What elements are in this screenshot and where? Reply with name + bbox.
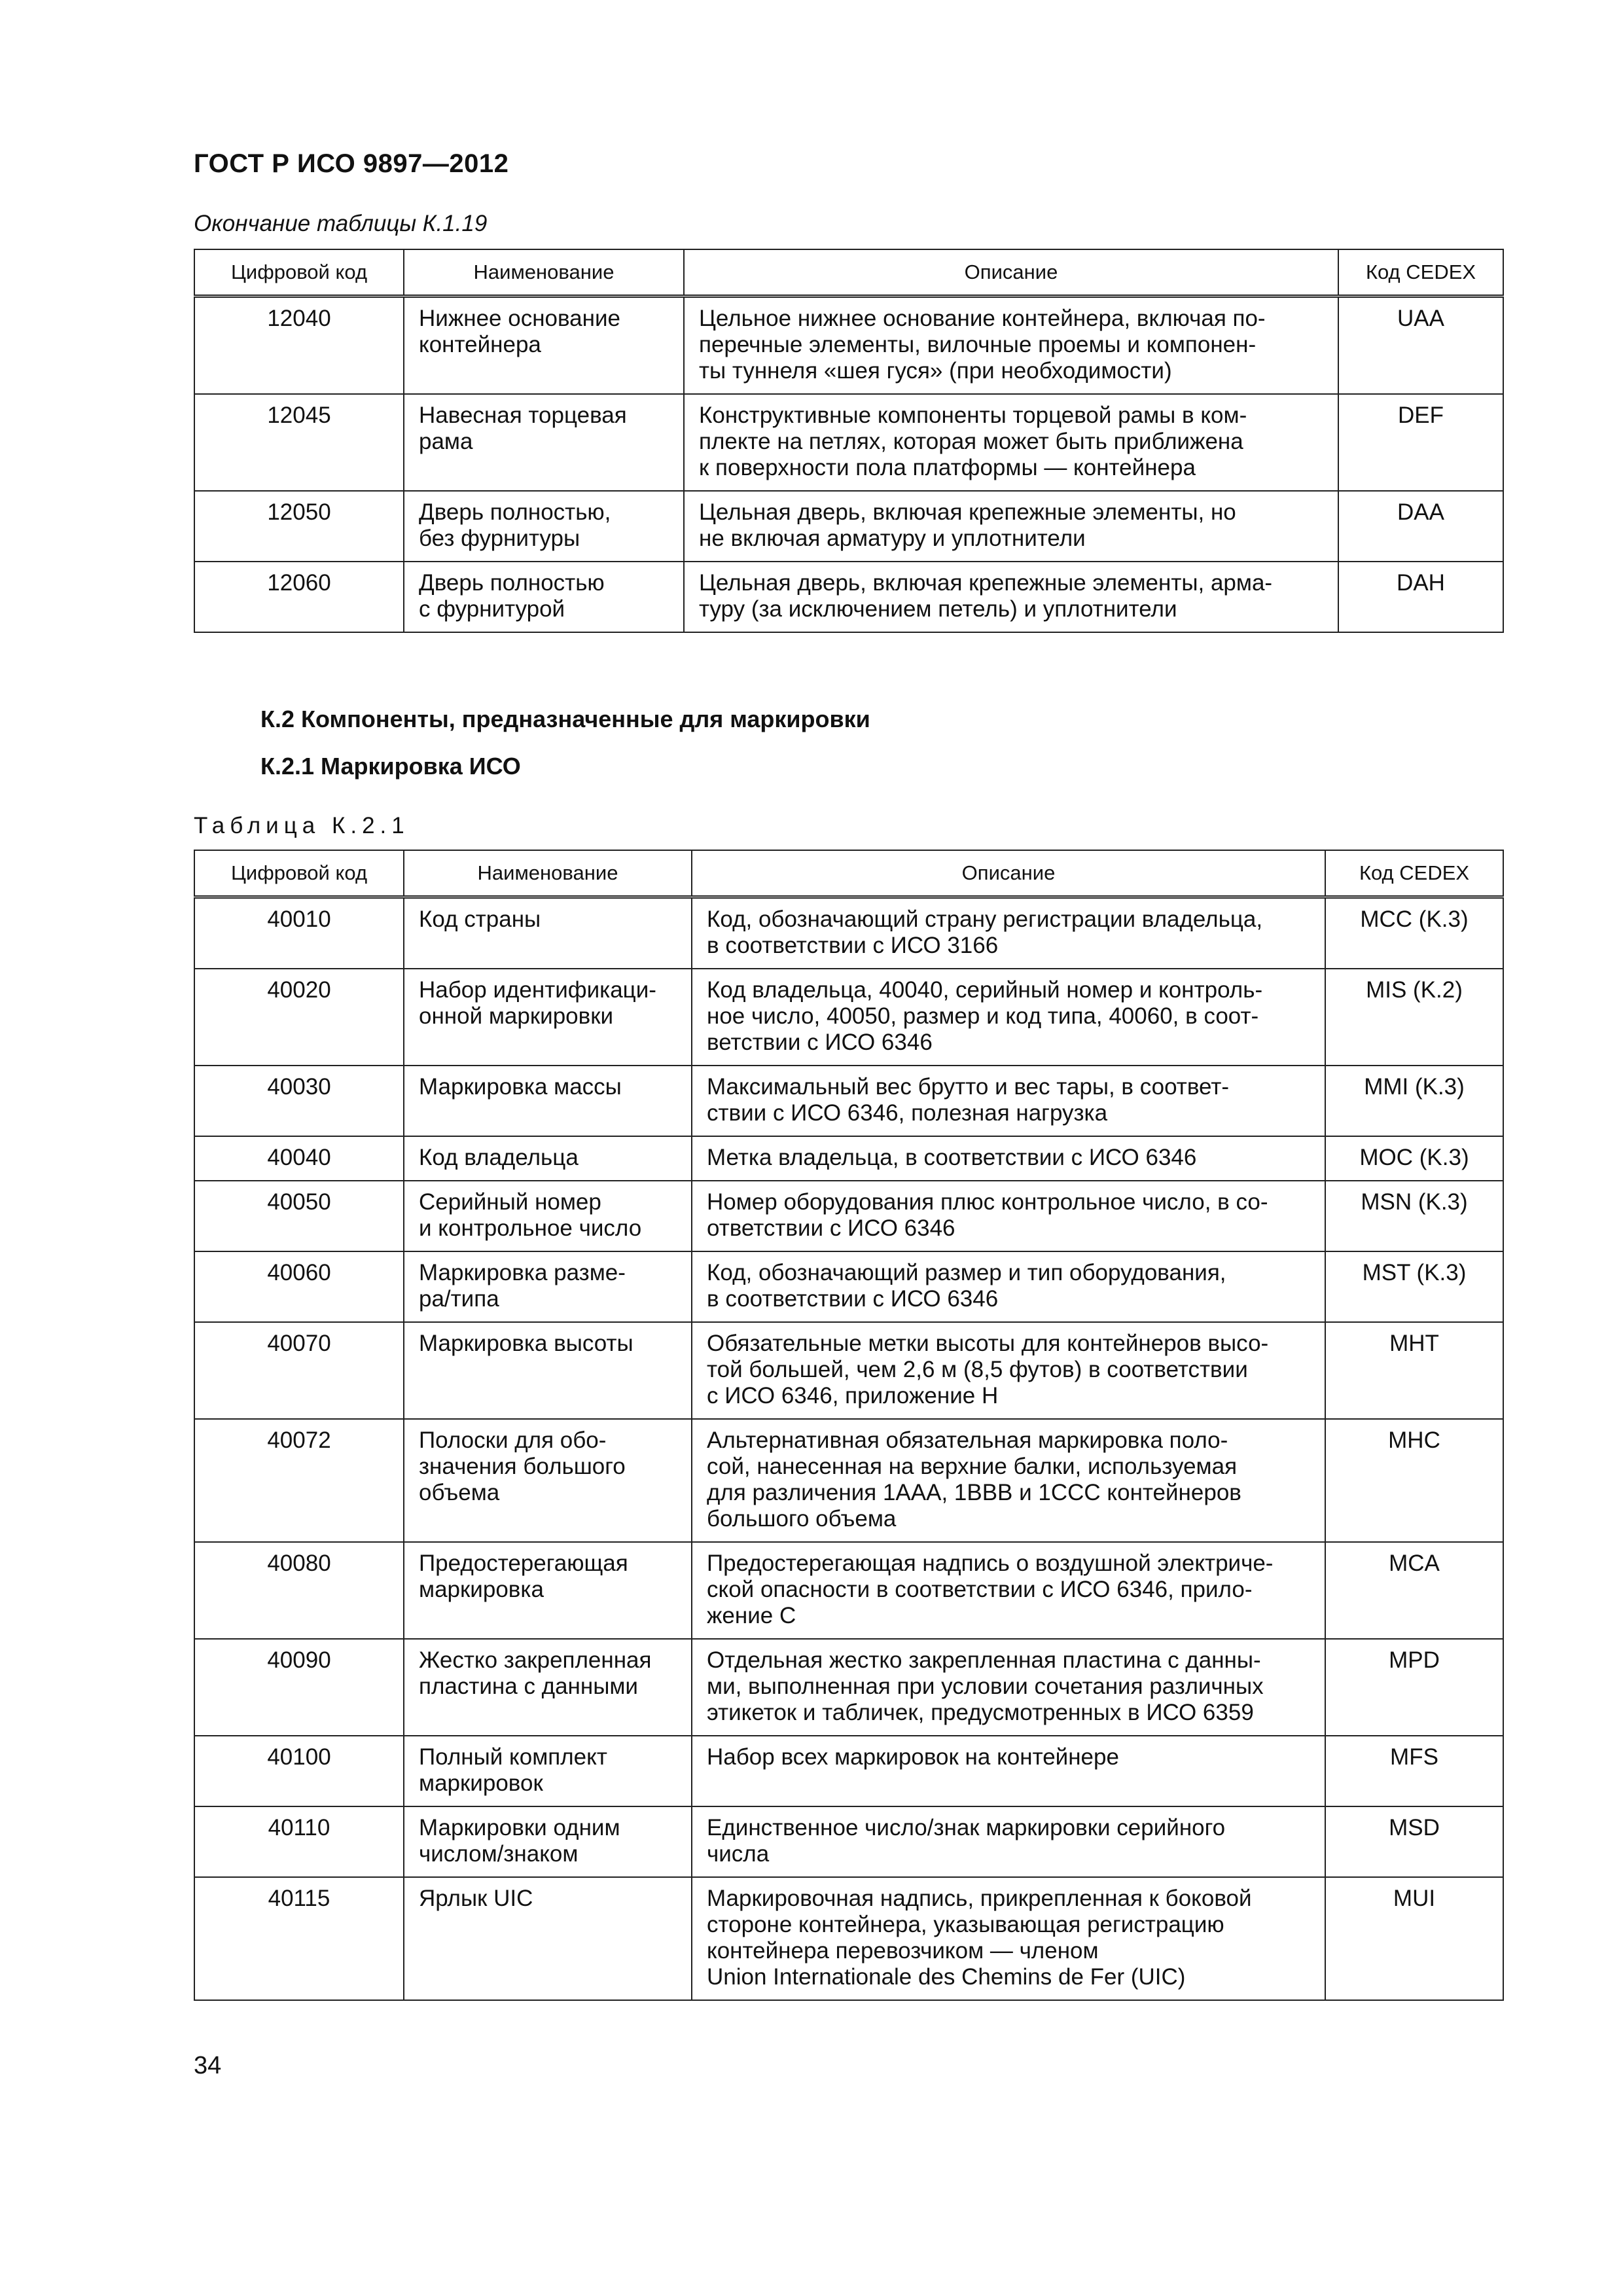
cedex-code-cell: MUI xyxy=(1325,1877,1503,2000)
description-cell xyxy=(684,562,1338,632)
name-cell-line: Ярлык UIC xyxy=(419,1886,533,1911)
description-cell-line: к поверхности пола платформы — контейнера xyxy=(699,455,1196,480)
description-cell-line: числа xyxy=(707,1841,770,1867)
name-cell-line: Маркировка разме- xyxy=(419,1260,626,1285)
digital-code-cell: 40010 xyxy=(194,897,404,969)
name-cell-line: контейнера xyxy=(419,332,541,357)
name-cell-line: Нижнее основание xyxy=(419,306,620,331)
name-cell-line: Код владельца xyxy=(419,1145,579,1170)
name-cell-line: Маркировка высоты xyxy=(419,1331,633,1356)
name-cell-line: маркировок xyxy=(419,1770,543,1796)
column-header-cedex: Код CEDEX xyxy=(1338,249,1503,296)
description-cell xyxy=(692,1181,1325,1251)
name-cell xyxy=(404,562,684,632)
table-row xyxy=(194,1736,1503,1806)
digital-code-cell: 12060 xyxy=(194,562,404,632)
digital-code-cell: 40090 xyxy=(194,1639,404,1736)
digital-code-cell: 40080 xyxy=(194,1542,404,1639)
name-cell xyxy=(404,1877,692,2000)
description-cell-line: Обязательные метки высоты для контейнеров высо- xyxy=(707,1331,1269,1356)
description-cell-line: ты туннеля «шея гуся» (при необходимости) xyxy=(699,358,1172,384)
table-row xyxy=(194,1136,1503,1181)
column-header-description: Описание xyxy=(692,850,1325,897)
digital-code-cell: 40115 xyxy=(194,1877,404,2000)
cedex-code-cell: MHC xyxy=(1325,1419,1503,1542)
name-cell-line: Навесная торцевая xyxy=(419,403,627,428)
column-header-code: Цифровой код xyxy=(194,850,404,897)
name-cell-line: Маркировка массы xyxy=(419,1074,622,1100)
document-header: ГОСТ Р ИСО 9897—2012 xyxy=(194,149,509,178)
description-cell-line: Код владельца, 40040, серийный номер и контроль- xyxy=(707,977,1263,1003)
name-cell xyxy=(404,296,684,395)
name-cell-line: Жестко закрепленная xyxy=(419,1647,652,1673)
name-cell xyxy=(404,1322,692,1419)
description-cell-line: этикеток и табличек, предусмотренных в ИСО 6359 xyxy=(707,1700,1254,1725)
digital-code-cell: 40020 xyxy=(194,969,404,1066)
name-cell-line: Маркировки одним xyxy=(419,1815,620,1840)
cedex-code-cell: MSN (K.3) xyxy=(1325,1181,1503,1251)
cedex-code-cell: DAA xyxy=(1338,491,1503,562)
name-cell-line: ра/типа xyxy=(419,1286,499,1312)
description-cell-line: Маркировочная надпись, прикрепленная к боковой xyxy=(707,1886,1252,1911)
subsection-heading: К.2.1 Маркировка ИСО xyxy=(260,753,521,780)
description-cell-line: Предостерегающая надпись о воздушной электриче- xyxy=(707,1551,1274,1576)
table-row xyxy=(194,897,1503,969)
digital-code-cell: 40040 xyxy=(194,1136,404,1181)
description-cell-line: Цельное нижнее основание контейнера, включая по- xyxy=(699,306,1266,331)
description-cell-line: Набор всех маркировок на контейнере xyxy=(707,1744,1119,1770)
description-cell-line: большого объема xyxy=(707,1506,897,1532)
description-cell-line: Единственное число/знак маркировки серийного xyxy=(707,1815,1226,1840)
table-k-1-19 xyxy=(194,249,1504,633)
description-cell xyxy=(692,1419,1325,1542)
description-cell-line: Union Internationale des Chemins de Fer (UIC) xyxy=(707,1964,1186,1990)
digital-code-cell: 40030 xyxy=(194,1066,404,1136)
table-header-row xyxy=(194,850,1503,897)
name-cell xyxy=(404,1806,692,1877)
digital-code-cell: 40050 xyxy=(194,1181,404,1251)
table-row xyxy=(194,1181,1503,1251)
name-cell-line: рама xyxy=(419,429,473,454)
name-cell xyxy=(404,1736,692,1806)
description-cell-line: в соответствии с ИСО 6346 xyxy=(707,1286,999,1312)
table-row xyxy=(194,1877,1503,2000)
name-cell-line: значения большого xyxy=(419,1454,626,1479)
description-cell-line: для различения 1AAA, 1BBB и 1CCC контейнеров xyxy=(707,1480,1241,1505)
description-cell-line: Отдельная жестко закрепленная пластина с данны- xyxy=(707,1647,1261,1673)
cedex-code-cell: MPD xyxy=(1325,1639,1503,1736)
name-cell xyxy=(404,1066,692,1136)
description-cell-line: ской опасности в соответствии с ИСО 6346, прило- xyxy=(707,1577,1253,1602)
name-cell xyxy=(404,969,692,1066)
digital-code-cell: 40060 xyxy=(194,1251,404,1322)
description-cell-line: Код, обозначающий размер и тип оборудования, xyxy=(707,1260,1226,1285)
description-cell xyxy=(684,296,1338,395)
table-row xyxy=(194,1542,1503,1639)
digital-code-cell: 40110 xyxy=(194,1806,404,1877)
name-cell xyxy=(404,897,692,969)
table-row xyxy=(194,1322,1503,1419)
table-row xyxy=(194,394,1503,491)
description-cell-line: Номер оборудования плюс контрольное число, в со- xyxy=(707,1189,1268,1215)
description-cell-line: ветствии с ИСО 6346 xyxy=(707,1030,933,1055)
cedex-code-cell: MOC (K.3) xyxy=(1325,1136,1503,1181)
description-cell-line: сой, нанесенная на верхние балки, используемая xyxy=(707,1454,1238,1479)
description-cell-line: той большей, чем 2,6 м (8,5 футов) в соответствии xyxy=(707,1357,1248,1382)
description-cell-line: перечные элементы, вилочные проемы и компонен- xyxy=(699,332,1257,357)
table-header-row xyxy=(194,249,1503,296)
name-cell-line: маркировка xyxy=(419,1577,544,1602)
cedex-code-cell: UAA xyxy=(1338,296,1503,395)
name-cell-line: с фурнитурой xyxy=(419,596,565,622)
description-cell-line: Код, обозначающий страну регистрации владельца, xyxy=(707,906,1263,932)
description-cell xyxy=(692,1639,1325,1736)
column-header-name: Наименование xyxy=(404,850,692,897)
description-cell-line: в соответствии с ИСО 3166 xyxy=(707,933,999,958)
name-cell-line: Серийный номер xyxy=(419,1189,601,1215)
name-cell-line: Полоски для обо- xyxy=(419,1427,607,1453)
column-header-code: Цифровой код xyxy=(194,249,404,296)
cedex-code-cell: MCC (K.3) xyxy=(1325,897,1503,969)
description-cell-line: Максимальный вес брутто и вес тары, в соответ- xyxy=(707,1074,1230,1100)
table-row xyxy=(194,1251,1503,1322)
name-cell xyxy=(404,394,684,491)
name-cell xyxy=(404,1136,692,1181)
name-cell-line: числом/знаком xyxy=(419,1841,579,1867)
description-cell-line: с ИСО 6346, приложение Н xyxy=(707,1383,999,1408)
table-row xyxy=(194,562,1503,632)
description-cell-line: ное число, 40050, размер и код типа, 40060, в соот- xyxy=(707,1003,1259,1029)
description-cell xyxy=(692,897,1325,969)
digital-code-cell: 12040 xyxy=(194,296,404,395)
description-cell-line: Конструктивные компоненты торцевой рамы в ком- xyxy=(699,403,1247,428)
name-cell-line: пластина с данными xyxy=(419,1674,638,1699)
description-cell xyxy=(692,1736,1325,1806)
section-heading: К.2 Компоненты, предназначенные для маркировки xyxy=(260,706,870,732)
description-cell-line: жение С xyxy=(707,1603,796,1628)
name-cell-line: Полный комплект xyxy=(419,1744,607,1770)
description-cell-line: ми, выполненная при условии сочетания различных xyxy=(707,1674,1264,1699)
name-cell xyxy=(404,491,684,562)
table-row xyxy=(194,296,1503,395)
digital-code-cell: 40070 xyxy=(194,1322,404,1419)
column-header-cedex: Код CEDEX xyxy=(1325,850,1503,897)
description-cell xyxy=(684,491,1338,562)
description-cell-line: ствии с ИСО 6346, полезная нагрузка xyxy=(707,1100,1108,1126)
description-cell xyxy=(692,1322,1325,1419)
table-row xyxy=(194,491,1503,562)
name-cell-line: без фурнитуры xyxy=(419,526,580,551)
description-cell xyxy=(692,1542,1325,1639)
description-cell-line: не включая арматуру и уплотнители xyxy=(699,526,1086,551)
description-cell-line: Метка владельца, в соответствии с ИСО 6346 xyxy=(707,1145,1197,1170)
description-cell xyxy=(692,1136,1325,1181)
table-row xyxy=(194,1066,1503,1136)
name-cell xyxy=(404,1181,692,1251)
cedex-code-cell: MST (K.3) xyxy=(1325,1251,1503,1322)
name-cell xyxy=(404,1251,692,1322)
table2-caption: Таблица К.2.1 xyxy=(194,813,410,838)
name-cell-line: Дверь полностью, xyxy=(419,499,611,525)
table-row xyxy=(194,1639,1503,1736)
column-header-name: Наименование xyxy=(404,249,684,296)
column-header-description: Описание xyxy=(684,249,1338,296)
digital-code-cell: 12045 xyxy=(194,394,404,491)
name-cell-line: объема xyxy=(419,1480,500,1505)
description-cell-line: Цельная дверь, включая крепежные элементы, арма- xyxy=(699,570,1273,596)
description-cell xyxy=(684,394,1338,491)
cedex-code-cell: MIS (K.2) xyxy=(1325,969,1503,1066)
cedex-code-cell: MCA xyxy=(1325,1542,1503,1639)
description-cell-line: туру (за исключением петель) и уплотнители xyxy=(699,596,1177,622)
cedex-code-cell: MMI (K.3) xyxy=(1325,1066,1503,1136)
digital-code-cell: 40072 xyxy=(194,1419,404,1542)
name-cell xyxy=(404,1419,692,1542)
name-cell xyxy=(404,1542,692,1639)
description-cell xyxy=(692,1806,1325,1877)
description-cell xyxy=(692,1251,1325,1322)
name-cell-line: Предостерегающая xyxy=(419,1551,628,1576)
description-cell-line: контейнера перевозчиком — членом xyxy=(707,1938,1099,1964)
description-cell xyxy=(692,1877,1325,2000)
cedex-code-cell: MHT xyxy=(1325,1322,1503,1419)
description-cell-line: Цельная дверь, включая крепежные элементы, но xyxy=(699,499,1236,525)
table-row xyxy=(194,1806,1503,1877)
cedex-code-cell: DEF xyxy=(1338,394,1503,491)
description-cell-line: ответствии с ИСО 6346 xyxy=(707,1215,955,1241)
description-cell xyxy=(692,1066,1325,1136)
digital-code-cell: 12050 xyxy=(194,491,404,562)
description-cell-line: стороне контейнера, указывающая регистрацию xyxy=(707,1912,1224,1937)
table1-caption: Окончание таблицы К.1.19 xyxy=(194,211,488,236)
description-cell xyxy=(692,969,1325,1066)
table-row xyxy=(194,1419,1503,1542)
name-cell-line: Дверь полностью xyxy=(419,570,605,596)
description-cell-line: Альтернативная обязательная маркировка поло- xyxy=(707,1427,1228,1453)
table-row xyxy=(194,969,1503,1066)
cedex-code-cell: MFS xyxy=(1325,1736,1503,1806)
name-cell xyxy=(404,1639,692,1736)
description-cell-line: плекте на петлях, которая может быть приближена xyxy=(699,429,1243,454)
cedex-code-cell: MSD xyxy=(1325,1806,1503,1877)
name-cell-line: и контрольное число xyxy=(419,1215,642,1241)
cedex-code-cell: DAH xyxy=(1338,562,1503,632)
name-cell-line: онной маркировки xyxy=(419,1003,614,1029)
table-k-2-1 xyxy=(194,850,1504,2001)
name-cell-line: Набор идентификаци- xyxy=(419,977,656,1003)
name-cell-line: Код страны xyxy=(419,906,541,932)
page-number: 34 xyxy=(194,2052,222,2079)
digital-code-cell: 40100 xyxy=(194,1736,404,1806)
